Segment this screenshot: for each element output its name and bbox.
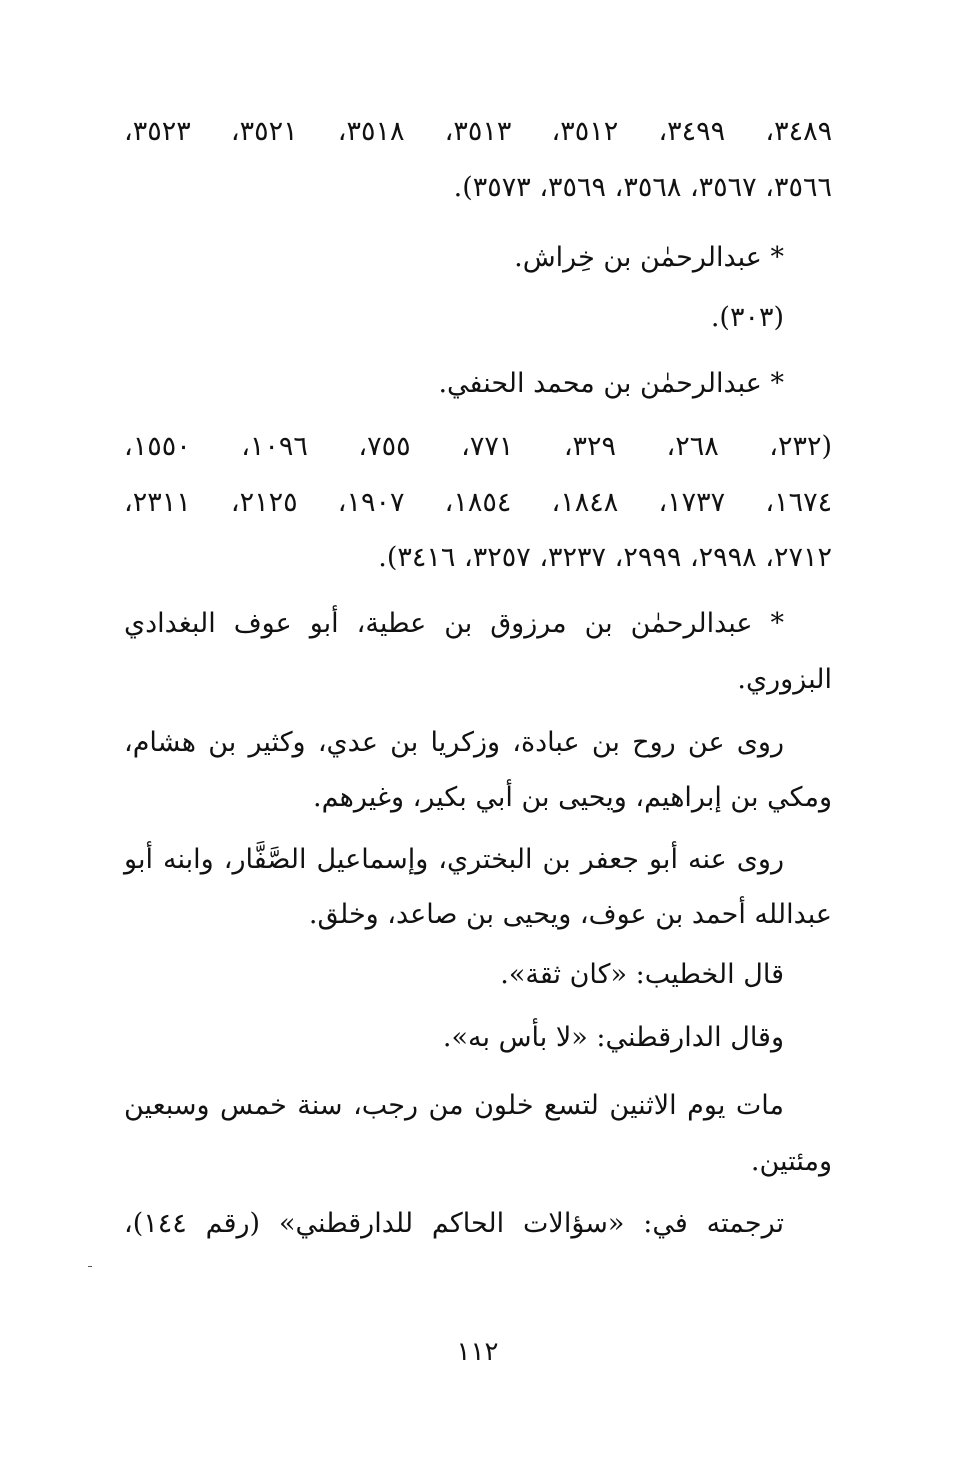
text-line-15: قال الخطيب: «كان ثقة». xyxy=(500,959,784,990)
page-number: ١١٢ xyxy=(456,1337,499,1367)
entry-heading-marzuq: * عبدالرحمٰن بن مرزوق بن عطية، أبو عوف البغدادي xyxy=(124,608,784,639)
text-line-4: (٣٠٣). xyxy=(710,302,784,333)
margin-mark xyxy=(88,1266,92,1267)
text-line-18: ومئتين. xyxy=(750,1146,832,1177)
text-line-1: ٣٤٨٩، ٣٤٩٩، ٣٥١٢، ٣٥١٣، ٣٥١٨، ٣٥٢١، ٣٥٢٣، xyxy=(124,116,833,147)
text-line-19: ترجمته في: «سؤالات الحاكم للدارقطني» (رقم ١٤٤)، xyxy=(124,1208,784,1239)
text-line-7: ١٦٧٤، ١٧٣٧، ١٨٤٨، ١٨٥٤، ١٩٠٧، ٢١٢٥، ٢٣١١، xyxy=(124,487,833,518)
text-line-17: مات يوم الاثنين لتسع خلون من رجب، سنة خمس وسبعين xyxy=(124,1090,784,1121)
text-line-13: روى عنه أبو جعفر بن البختري، وإسماعيل الصَّفَّار، وابنه أبو xyxy=(124,844,784,875)
text-line-10: البزوري. xyxy=(737,664,832,695)
text-line-16: وقال الدارقطني: «لا بأس به». xyxy=(442,1022,784,1053)
text-line-12: ومكي بن إبراهيم، ويحيى بن أبي بكير، وغيرهم. xyxy=(313,782,832,813)
text-line-6: (٢٣٢، ٢٦٨، ٣٢٩، ٧٧١، ٧٥٥، ١٠٩٦، ١٥٥٠، xyxy=(124,431,832,462)
text-line-2: ٣٥٦٦، ٣٥٦٧، ٣٥٦٨، ٣٥٦٩، ٣٥٧٣). xyxy=(453,172,832,203)
entry-heading-khirash: * عبدالرحمٰن بن خِراش. xyxy=(514,242,784,273)
text-line-14: عبدالله أحمد بن عوف، ويحيى بن صاعد، وخلق. xyxy=(308,899,832,930)
text-line-8: ٢٧١٢، ٢٩٩٨، ٢٩٩٩، ٣٢٣٧، ٣٢٥٧، ٣٤١٦). xyxy=(378,542,832,573)
entry-heading-hanafi: * عبدالرحمٰن بن محمد الحنفي. xyxy=(438,368,784,399)
text-line-11: روى عن روح بن عبادة، وزكريا بن عدي، وكثير بن هشام، xyxy=(124,727,784,758)
